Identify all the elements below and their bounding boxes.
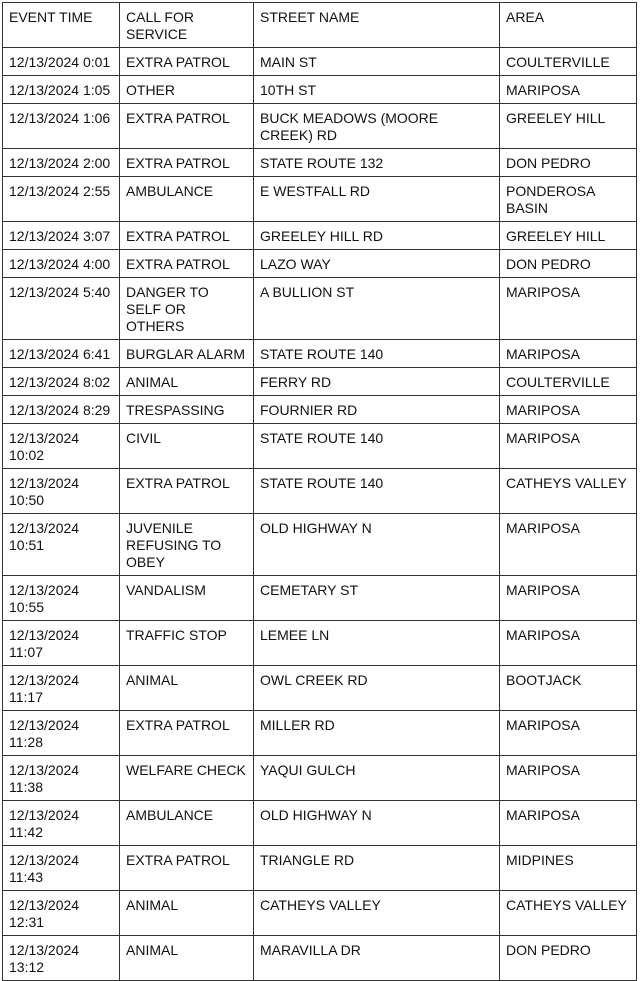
header-event-time: EVENT TIME <box>3 3 120 48</box>
table-row <box>3 149 637 177</box>
table-row <box>3 368 637 396</box>
table-row <box>3 104 637 149</box>
area-cell: MARIPOSA <box>500 396 637 424</box>
area-cell: MARIPOSA <box>500 340 637 368</box>
area-cell: MARIPOSA <box>500 576 637 621</box>
table-row <box>3 576 637 621</box>
table-row <box>3 278 637 340</box>
street-name-cell: LAZO WAY <box>254 250 500 278</box>
event-time-cell: 12/13/2024 3:07 <box>3 222 120 250</box>
event-time-cell: 12/13/2024 2:00 <box>3 149 120 177</box>
area-cell: MARIPOSA <box>500 801 637 846</box>
area-cell: MARIPOSA <box>500 621 637 666</box>
street-name-cell: GREELEY HILL RD <box>254 222 500 250</box>
call-for-service-cell: ANIMAL <box>120 368 254 396</box>
street-name-cell: A BULLION ST <box>254 278 500 340</box>
table-row <box>3 396 637 424</box>
table-row <box>3 469 637 514</box>
call-for-service-cell: ANIMAL <box>120 936 254 981</box>
header-street-name: STREET NAME <box>254 3 500 48</box>
call-for-service-cell: AMBULANCE <box>120 177 254 222</box>
area-cell: MARIPOSA <box>500 711 637 756</box>
street-name-cell: 10TH ST <box>254 76 500 104</box>
event-time-cell: 12/13/2024 2:55 <box>3 177 120 222</box>
event-time-cell: 12/13/2024 11:17 <box>3 666 120 711</box>
area-cell: CATHEYS VALLEY <box>500 891 637 936</box>
event-time-cell: 12/13/2024 12:31 <box>3 891 120 936</box>
area-cell: MARIPOSA <box>500 756 637 801</box>
call-for-service-cell: ANIMAL <box>120 891 254 936</box>
street-name-cell: MAIN ST <box>254 48 500 76</box>
street-name-cell: OWL CREEK RD <box>254 666 500 711</box>
table-row <box>3 340 637 368</box>
call-for-service-cell: EXTRA PATROL <box>120 250 254 278</box>
call-for-service-cell: CIVIL <box>120 424 254 469</box>
street-name-cell: LEMEE LN <box>254 621 500 666</box>
street-name-cell: YAQUI GULCH <box>254 756 500 801</box>
event-time-cell: 12/13/2024 11:43 <box>3 846 120 891</box>
call-for-service-cell: JUVENILE REFUSING TO OBEY <box>120 514 254 576</box>
event-time-cell: 12/13/2024 11:28 <box>3 711 120 756</box>
call-for-service-cell: TRAFFIC STOP <box>120 621 254 666</box>
call-for-service-cell: ANIMAL <box>120 666 254 711</box>
area-cell: GREELEY HILL <box>500 104 637 149</box>
table-row <box>3 801 637 846</box>
area-cell: MIDPINES <box>500 846 637 891</box>
call-for-service-cell: EXTRA PATROL <box>120 711 254 756</box>
table-row <box>3 936 637 981</box>
area-cell: MARIPOSA <box>500 424 637 469</box>
event-time-cell: 12/13/2024 8:29 <box>3 396 120 424</box>
header-area: AREA <box>500 3 637 48</box>
area-cell: COULTERVILLE <box>500 48 637 76</box>
event-time-cell: 12/13/2024 6:41 <box>3 340 120 368</box>
table-body <box>3 48 637 981</box>
street-name-cell: STATE ROUTE 140 <box>254 469 500 514</box>
call-for-service-cell: EXTRA PATROL <box>120 149 254 177</box>
street-name-cell: STATE ROUTE 140 <box>254 340 500 368</box>
table-row <box>3 250 637 278</box>
call-for-service-cell: EXTRA PATROL <box>120 469 254 514</box>
street-name-cell: CATHEYS VALLEY <box>254 891 500 936</box>
street-name-cell: OLD HIGHWAY N <box>254 514 500 576</box>
event-time-cell: 12/13/2024 11:38 <box>3 756 120 801</box>
header-call-for-service: CALL FOR SERVICE <box>120 3 254 48</box>
area-cell: MARIPOSA <box>500 514 637 576</box>
event-time-cell: 12/13/2024 1:06 <box>3 104 120 149</box>
table-row <box>3 891 637 936</box>
table-row <box>3 177 637 222</box>
call-for-service-cell: EXTRA PATROL <box>120 48 254 76</box>
table-row <box>3 711 637 756</box>
event-time-cell: 12/13/2024 0:01 <box>3 48 120 76</box>
call-for-service-cell: TRESPASSING <box>120 396 254 424</box>
event-time-cell: 12/13/2024 13:12 <box>3 936 120 981</box>
area-cell: PONDEROSA BASIN <box>500 177 637 222</box>
header-row <box>3 3 637 48</box>
area-cell: CATHEYS VALLEY <box>500 469 637 514</box>
event-time-cell: 12/13/2024 10:55 <box>3 576 120 621</box>
street-name-cell: BUCK MEADOWS (MOORE CREEK) RD <box>254 104 500 149</box>
event-time-cell: 12/13/2024 11:07 <box>3 621 120 666</box>
street-name-cell: STATE ROUTE 140 <box>254 424 500 469</box>
street-name-cell: OLD HIGHWAY N <box>254 801 500 846</box>
event-time-cell: 12/13/2024 10:02 <box>3 424 120 469</box>
street-name-cell: E WESTFALL RD <box>254 177 500 222</box>
area-cell: COULTERVILLE <box>500 368 637 396</box>
call-for-service-cell: DANGER TO SELF OR OTHERS <box>120 278 254 340</box>
event-time-cell: 12/13/2024 4:00 <box>3 250 120 278</box>
table-row <box>3 222 637 250</box>
area-cell: MARIPOSA <box>500 278 637 340</box>
area-cell: DON PEDRO <box>500 250 637 278</box>
table-row <box>3 76 637 104</box>
area-cell: DON PEDRO <box>500 936 637 981</box>
table-row <box>3 514 637 576</box>
table-row <box>3 666 637 711</box>
call-for-service-cell: WELFARE CHECK <box>120 756 254 801</box>
call-for-service-cell: EXTRA PATROL <box>120 104 254 149</box>
table-row <box>3 846 637 891</box>
event-time-cell: 12/13/2024 8:02 <box>3 368 120 396</box>
street-name-cell: MARAVILLA DR <box>254 936 500 981</box>
call-log-table <box>2 2 637 981</box>
event-time-cell: 12/13/2024 10:51 <box>3 514 120 576</box>
area-cell: BOOTJACK <box>500 666 637 711</box>
event-time-cell: 12/13/2024 1:05 <box>3 76 120 104</box>
event-time-cell: 12/13/2024 10:50 <box>3 469 120 514</box>
table-row <box>3 48 637 76</box>
area-cell: DON PEDRO <box>500 149 637 177</box>
call-for-service-cell: EXTRA PATROL <box>120 222 254 250</box>
call-for-service-cell: BURGLAR ALARM <box>120 340 254 368</box>
call-for-service-cell: AMBULANCE <box>120 801 254 846</box>
street-name-cell: FERRY RD <box>254 368 500 396</box>
street-name-cell: FOURNIER RD <box>254 396 500 424</box>
street-name-cell: MILLER RD <box>254 711 500 756</box>
table-row <box>3 424 637 469</box>
street-name-cell: STATE ROUTE 132 <box>254 149 500 177</box>
call-for-service-cell: VANDALISM <box>120 576 254 621</box>
call-for-service-cell: EXTRA PATROL <box>120 846 254 891</box>
call-for-service-cell: OTHER <box>120 76 254 104</box>
event-time-cell: 12/13/2024 5:40 <box>3 278 120 340</box>
area-cell: MARIPOSA <box>500 76 637 104</box>
table-row <box>3 621 637 666</box>
area-cell: GREELEY HILL <box>500 222 637 250</box>
event-time-cell: 12/13/2024 11:42 <box>3 801 120 846</box>
street-name-cell: TRIANGLE RD <box>254 846 500 891</box>
street-name-cell: CEMETARY ST <box>254 576 500 621</box>
